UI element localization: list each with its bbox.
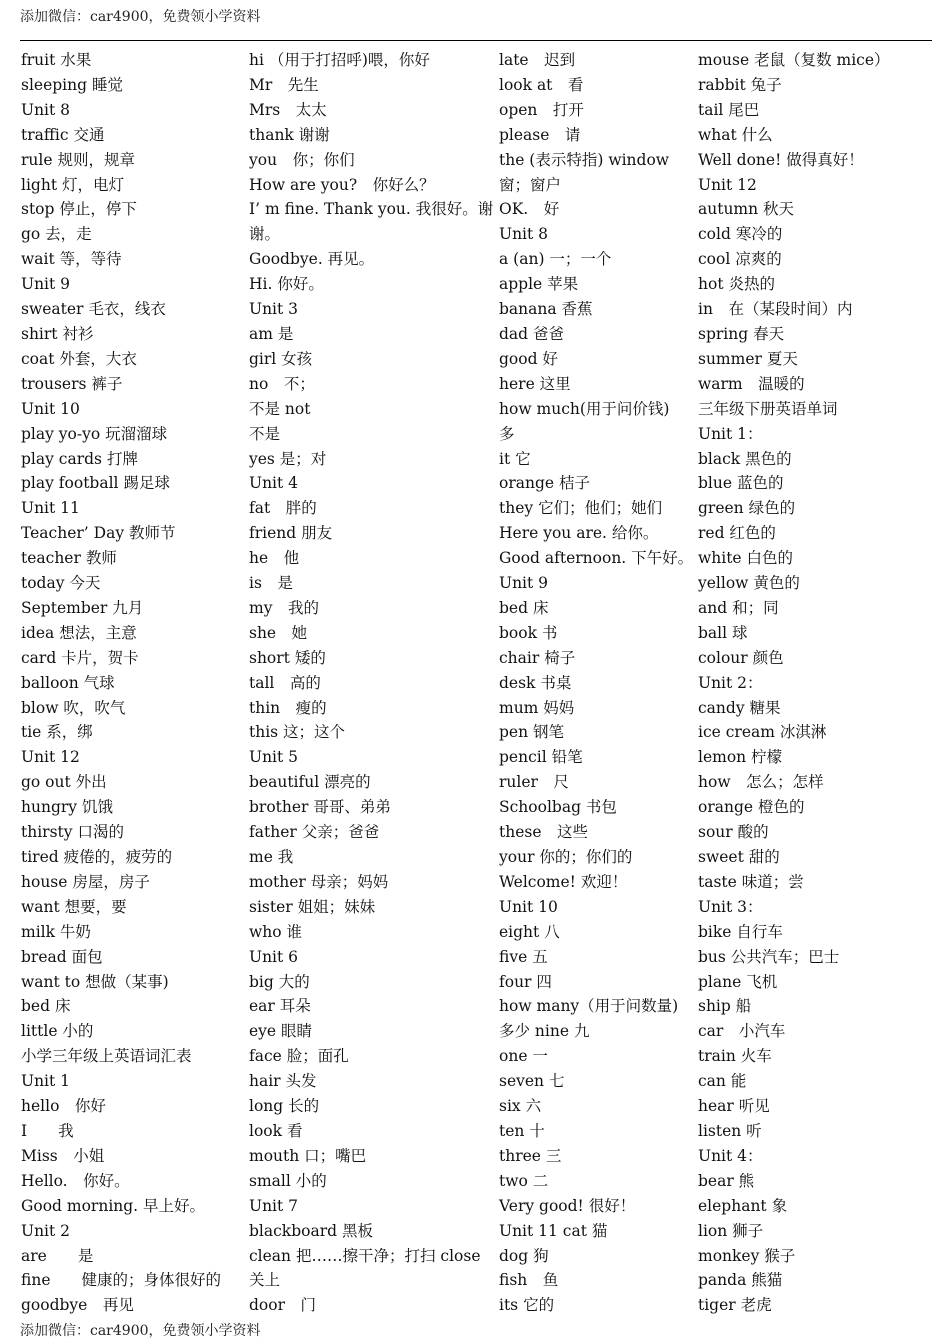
- vocab-line: look 看: [249, 1121, 303, 1140]
- vocab-line: autumn 秋天: [698, 200, 795, 219]
- vocab-line: mouse 老鼠（复数 mice）: [698, 51, 890, 69]
- vocab-line: Welcome! 欢迎！: [499, 872, 628, 891]
- vocab-line: 三年级下册英语单词: [698, 399, 838, 418]
- vocab-line: Unit 9: [499, 574, 549, 593]
- vocab-line: friend 朋友: [249, 524, 333, 543]
- vocab-line: open 打开: [499, 100, 584, 119]
- vocab-line: candy 糖果: [698, 698, 781, 717]
- vocab-line: brother 哥哥、弟弟: [249, 798, 391, 817]
- vocab-line: ship 船: [698, 997, 752, 1016]
- vocab-line: How are you? 你好么？: [249, 175, 435, 194]
- vocab-line: how much(用于问价钱): [499, 399, 670, 418]
- vocab-line: yes 是；对: [249, 449, 327, 468]
- vocab-line: Unit 6: [249, 947, 299, 966]
- vocab-line: beautiful 漂亮的: [249, 773, 371, 792]
- vocab-line: long 长的: [249, 1097, 320, 1116]
- vocab-line: ice cream 冰淇淋: [698, 723, 827, 742]
- vocab-line: short 矮的: [249, 648, 326, 667]
- vocab-line: Unit 3：: [698, 897, 763, 916]
- vocab-line: Mrs 太太: [249, 100, 327, 119]
- vocab-line: father 父亲；爸爸: [249, 823, 380, 842]
- vocab-line: this 这；这个: [249, 723, 346, 742]
- vocab-line: eight 八: [499, 922, 560, 941]
- vocab-line: your 你的；你们的: [499, 848, 633, 866]
- vocab-line: listen 听: [698, 1121, 762, 1140]
- vocab-line: mouth 口；嘴巴: [249, 1146, 367, 1165]
- vocab-line: bread 面包: [21, 947, 103, 966]
- vocab-line: 不是: [249, 424, 281, 443]
- vocab-line: want to 想做（某事): [21, 972, 169, 991]
- vocab-line: coat 外套，大衣: [21, 349, 137, 368]
- vocab-line: hot 炎热的: [698, 275, 775, 294]
- vocab-column-3: [499, 48, 694, 1318]
- header-divider: [20, 40, 932, 41]
- vocab-line: Unit 7: [249, 1196, 299, 1215]
- vocab-line: spring 春天: [698, 324, 785, 343]
- vocab-line: milk 牛奶: [21, 922, 91, 941]
- vocab-line: monkey 猴子: [698, 1246, 796, 1265]
- vocab-line: fat 胖的: [249, 499, 317, 518]
- vocab-line: summer 夏天: [698, 349, 798, 368]
- vocab-line: dog 狗: [499, 1246, 549, 1265]
- vocab-line: pen 钢笔: [499, 723, 565, 742]
- vocab-line: plane 飞机: [698, 972, 778, 991]
- vocab-line: small 小的: [249, 1171, 327, 1190]
- vocab-line: elephant 象: [698, 1196, 788, 1215]
- vocab-line: 多少 nine 九: [499, 1022, 590, 1041]
- vocab-line: late 迟到: [499, 51, 576, 69]
- vocab-line: lion 狮子: [698, 1221, 764, 1240]
- vocab-line: Good morning. 早上好。: [21, 1196, 206, 1215]
- vocab-line: bus 公共汽车；巴士: [698, 947, 840, 966]
- vocab-line: how 怎么；怎样: [698, 773, 824, 792]
- vocab-line: mother 母亲；妈妈: [249, 872, 389, 891]
- vocab-line: fine 健康的；身体很好的: [21, 1271, 221, 1290]
- vocab-line: dad 爸爸: [499, 324, 565, 343]
- vocab-line: a (an) 一；一个: [499, 250, 612, 269]
- vocab-line: Unit 1: [21, 1072, 71, 1091]
- vocab-line: face 脸；面孔: [249, 1047, 349, 1066]
- vocab-line: September 九月: [21, 598, 144, 617]
- vocab-line: thank 谢谢: [249, 125, 330, 144]
- vocab-line: Unit 10: [499, 897, 558, 916]
- vocab-line: apple 苹果: [499, 275, 579, 294]
- vocab-line: three 三: [499, 1146, 562, 1165]
- vocab-line: I’ m fine. Thank you. 我很好。谢: [249, 200, 494, 219]
- vocab-line: Mr 先生: [249, 75, 319, 94]
- vocab-line: eye 眼睛: [249, 1022, 313, 1041]
- vocab-line: I 我: [21, 1121, 74, 1140]
- vocab-line: train 火车: [698, 1047, 772, 1066]
- vocab-line: blue 蓝色的: [698, 474, 784, 493]
- vocab-line: 关上: [249, 1271, 281, 1290]
- vocab-line: white 白色的: [698, 549, 794, 568]
- vocab-line: can 能: [698, 1072, 747, 1091]
- vocab-line: red 红色的: [698, 524, 776, 543]
- vocab-line: little 小的: [21, 1022, 94, 1041]
- vocab-line: want 想要，要: [21, 897, 127, 916]
- vocab-line: yellow 黄色的: [698, 574, 800, 593]
- vocab-line: Unit 8: [499, 225, 549, 244]
- vocab-line: black 黑色的: [698, 449, 792, 468]
- vocab-line: 不是 not: [249, 399, 311, 418]
- vocab-line: she 她: [249, 623, 308, 642]
- vocab-line: bike 自行车: [698, 922, 783, 941]
- vocab-line: shirt 衬衫: [21, 324, 94, 343]
- vocab-line: what 什么: [698, 125, 773, 144]
- vocab-line: Good afternoon. 下午好。: [499, 549, 694, 568]
- vocab-line: today 今天: [21, 574, 101, 593]
- vocab-line: how many（用于问数量): [499, 997, 679, 1016]
- vocab-line: colour 颜色: [698, 648, 784, 667]
- vocab-line: green 绿色的: [698, 499, 796, 518]
- vocab-line: am 是: [249, 324, 294, 343]
- vocab-line: tiger 老虎: [698, 1296, 772, 1315]
- vocab-line: thirsty 口渴的: [21, 823, 124, 842]
- vocab-line: Goodbye. 再见。: [249, 250, 375, 269]
- vocab-line: play cards 打牌: [21, 449, 138, 468]
- vocab-line: the (表示特指) window: [499, 150, 670, 169]
- vocab-line: clean 把……擦干净；打扫 close: [249, 1246, 481, 1265]
- vocab-line: Unit 8: [21, 100, 71, 119]
- vocab-line: one 一: [499, 1047, 548, 1066]
- vocab-line: Unit 4：: [698, 1146, 763, 1165]
- vocab-line: Unit 2：: [698, 673, 763, 692]
- vocab-line: wait 等，等待: [21, 250, 122, 269]
- vocab-line: pencil 铅笔: [499, 748, 583, 767]
- vocab-line: Unit 1：: [698, 424, 763, 443]
- vocab-line: tie 系，绑: [21, 723, 93, 742]
- vocab-line: card 卡片，贺卡: [21, 648, 139, 667]
- vocab-line: are 是: [21, 1246, 94, 1265]
- vocab-line: chair 椅子: [499, 648, 576, 667]
- vocab-line: fruit 水果: [21, 51, 92, 69]
- vocab-line: sleeping 睡觉: [21, 75, 123, 94]
- vocab-line: tail 尾巴: [698, 100, 760, 119]
- vocab-line: house 房屋，房子: [21, 872, 150, 891]
- vocab-line: who 谁: [249, 922, 303, 941]
- vocab-line: it 它: [499, 449, 531, 468]
- vocab-line: and 和；同: [698, 598, 779, 617]
- vocab-line: go 去，走: [21, 225, 92, 244]
- vocab-line: five 五: [499, 947, 548, 966]
- vocab-line: book 书: [499, 623, 558, 642]
- vocab-line: my 我的: [249, 598, 319, 617]
- vocab-line: lemon 柠檬: [698, 748, 783, 767]
- vocab-line: Well done! 做得真好！: [698, 150, 864, 169]
- vocab-column-1: [21, 48, 246, 1318]
- vocab-line: Unit 3: [249, 300, 299, 319]
- vocab-line: Hi. 你好。: [249, 275, 324, 294]
- vocab-line: seven 七: [499, 1072, 565, 1091]
- vocab-line: blow 吹，吹气: [21, 698, 126, 717]
- vocab-line: 小学三年级上英语词汇表: [21, 1047, 192, 1066]
- vocab-line: ten 十: [499, 1121, 545, 1140]
- vocab-line: in 在（某段时间）内: [698, 300, 853, 319]
- vocab-line: bed 床: [499, 598, 549, 617]
- vocab-line: Here you are. 给你。: [499, 524, 659, 543]
- vocab-line: blackboard 黑板: [249, 1221, 373, 1240]
- vocab-line: here 这里: [499, 374, 571, 393]
- vocab-line: its 它的: [499, 1296, 555, 1315]
- vocab-line: tired 疲倦的，疲劳的: [21, 848, 173, 866]
- vocab-line: Unit 5: [249, 748, 299, 767]
- vocab-line: desk 书桌: [499, 673, 572, 692]
- vocab-line: no 不；: [249, 374, 315, 393]
- vocab-line: they 它们；他们；她们: [499, 499, 663, 518]
- vocab-line: Hello. 你好。: [21, 1171, 130, 1190]
- vocab-line: he 他: [249, 549, 300, 568]
- vocab-line: ruler 尺: [499, 773, 569, 792]
- vocab-line: cool 凉爽的: [698, 250, 782, 269]
- vocab-line: Unit 10: [21, 399, 80, 418]
- vocab-line: girl 女孩: [249, 349, 313, 368]
- vocab-line: hi （用于打招呼)喂，你好: [249, 51, 430, 69]
- vocab-line: please 请: [499, 125, 581, 144]
- vocab-line: traffic 交通: [21, 125, 105, 144]
- vocab-line: balloon 气球: [21, 673, 115, 692]
- vocab-line: big 大的: [249, 972, 310, 991]
- vocab-line: tall 高的: [249, 673, 321, 692]
- vocab-line: bear 熊: [698, 1171, 755, 1190]
- vocab-line: trousers 裤子: [21, 374, 123, 393]
- vocab-line: mum 妈妈: [499, 698, 575, 717]
- vocab-line: sweater 毛衣，线衣: [21, 300, 166, 319]
- vocab-line: Very good! 很好！: [499, 1196, 636, 1215]
- vocab-line: panda 熊猫: [698, 1271, 783, 1290]
- vocab-line: Unit 12: [698, 175, 757, 194]
- vocab-line: six 六: [499, 1097, 542, 1116]
- vocab-line: stop 停止，停下: [21, 200, 137, 219]
- vocab-line: idea 想法，主意: [21, 623, 137, 642]
- vocab-line: good 好: [499, 349, 558, 368]
- vocab-line: you 你；你们: [249, 150, 355, 169]
- vocab-line: orange 桔子: [499, 474, 590, 493]
- vocab-line: teacher 教师: [21, 549, 117, 568]
- vocab-line: hello 你好: [21, 1097, 106, 1116]
- vocab-line: play yo-yo 玩溜溜球: [21, 424, 168, 443]
- vocab-line: rabbit 兔子: [698, 75, 782, 94]
- vocab-line: banana 香蕉: [499, 300, 593, 319]
- vocab-line: Unit 9: [21, 275, 71, 294]
- vocab-line: sister 姐姐；妹妹: [249, 897, 376, 916]
- vocab-line: hungry 饥饿: [21, 798, 113, 817]
- vocab-line: thin 瘦的: [249, 698, 327, 717]
- vocab-line: four 四: [499, 972, 552, 991]
- vocab-line: Unit 2: [21, 1221, 71, 1240]
- vocab-line: look at 看: [499, 75, 584, 94]
- vocab-line: Schoolbag 书包: [499, 798, 617, 817]
- vocab-line: sour 酸的: [698, 823, 769, 842]
- vocab-line: taste 味道；尝: [698, 872, 804, 891]
- vocab-line: me 我: [249, 848, 294, 866]
- vocab-line: is 是: [249, 574, 293, 593]
- vocab-line: these 这些: [499, 823, 589, 842]
- vocab-line: Miss 小姐: [21, 1146, 105, 1165]
- vocab-column-4: [698, 48, 934, 1318]
- vocab-line: 谢。: [249, 225, 281, 244]
- page-footer-note: 添加微信：car4900，免费领小学资料: [20, 1323, 261, 1339]
- vocab-line: ball 球: [698, 623, 748, 642]
- vocab-line: fish 鱼: [499, 1271, 559, 1290]
- vocab-line: door 门: [249, 1296, 316, 1315]
- vocab-line: two 二: [499, 1171, 549, 1190]
- vocab-line: hair 头发: [249, 1072, 317, 1091]
- vocab-line: hear 听见: [698, 1097, 770, 1116]
- vocab-line: rule 规则，规章: [21, 150, 135, 169]
- vocab-line: 多: [499, 424, 515, 443]
- vocab-line: Teacher’ Day 教师节: [21, 524, 176, 543]
- page-header-note: 添加微信：car4900，免费领小学资料: [20, 9, 261, 25]
- vocab-line: goodbye 再见: [21, 1296, 134, 1315]
- vocab-line: ear 耳朵: [249, 997, 311, 1016]
- vocab-line: play football 踢足球: [21, 474, 170, 493]
- vocab-line: Unit 11 cat 猫: [499, 1221, 608, 1240]
- vocab-line: orange 橙色的: [698, 798, 805, 817]
- vocab-column-2: [249, 48, 494, 1318]
- vocab-line: 窗；窗户: [499, 175, 562, 194]
- vocab-line: light 灯，电灯: [21, 175, 124, 194]
- vocab-line: car 小汽车: [698, 1022, 786, 1041]
- vocab-line: warm 温暖的: [698, 374, 805, 393]
- vocab-line: Unit 12: [21, 748, 80, 767]
- vocab-line: Unit 11: [21, 499, 80, 518]
- vocab-line: bed 床: [21, 997, 71, 1016]
- vocab-line: go out 外出: [21, 773, 107, 792]
- vocab-line: Unit 4: [249, 474, 299, 493]
- vocab-line: sweet 甜的: [698, 848, 780, 866]
- vocab-line: OK. 好: [499, 200, 560, 219]
- vocab-line: cold 寒冷的: [698, 225, 783, 244]
